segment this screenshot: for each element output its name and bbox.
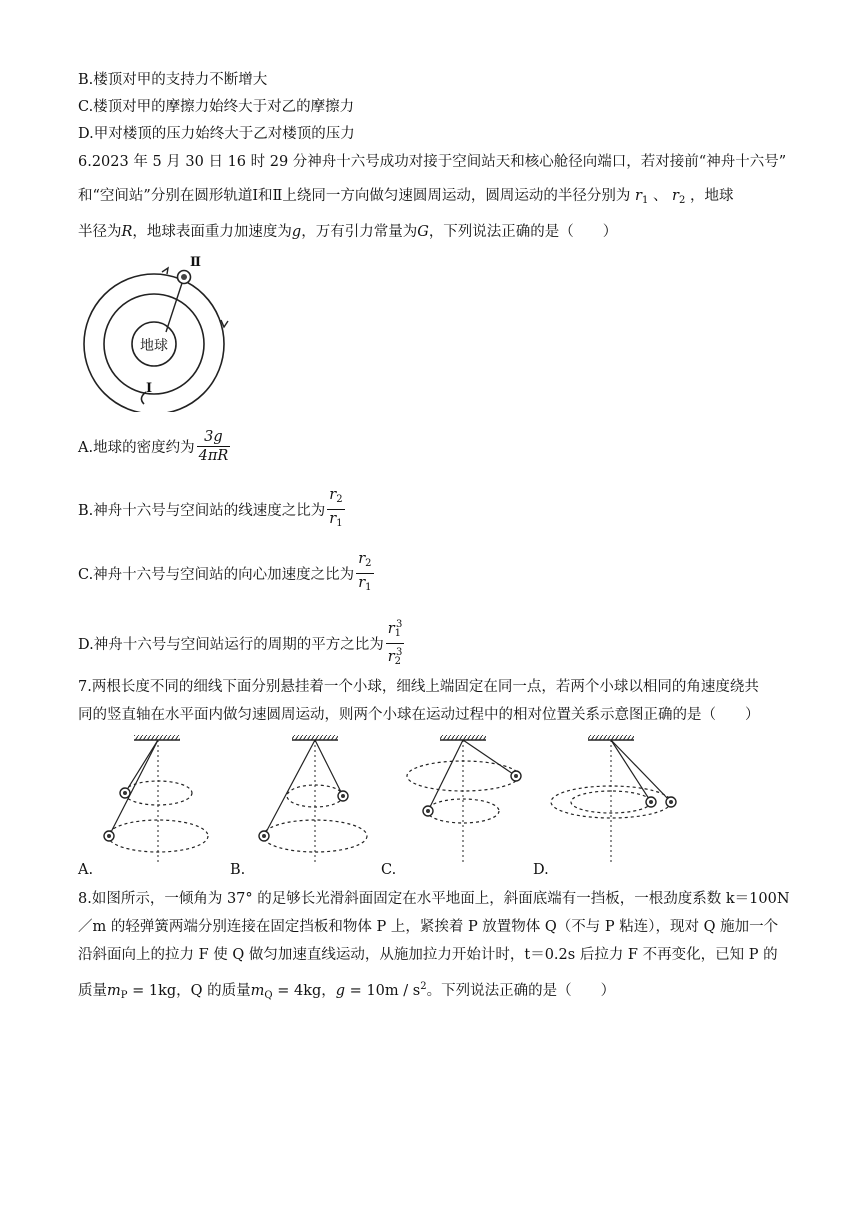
- q5-option-d: D.甲对楼顶的压力始终大于乙对楼顶的压力: [78, 126, 355, 142]
- q6-option-d: D.神舟十六号与空间站运行的周期的平方之比为 $\frac{r_1^3}{r_2^3}$: [78, 616, 404, 671]
- q7-stem-line2: 同的竖直轴在水平面内做匀速圆周运动，则两个小球在运动过程中的相对位置关系示意图正确的是（ ）: [78, 707, 760, 723]
- q8-stem-line2: ／m 的轻弹簧两端分别连接在固定挡板和物体 P 上，紧挨着 P 放置物体 Q（不与 P 粘连），现对 Q 施加一个: [78, 919, 779, 935]
- q6-option-b: B.神舟十六号与空间站的线速度之比为 $\frac{r_2}{r_1}$: [78, 487, 343, 529]
- figure-d: [551, 735, 676, 865]
- orbit-1-label: Ⅰ: [146, 381, 153, 396]
- figure-c: [407, 735, 521, 865]
- q8-stem-line4: 质量$m_P = 1kg$，Q 的质量$m_Q = 4kg$，$g = 10m / s^2$。下列说法正确的是（ ）: [78, 981, 616, 1001]
- earth-label: 地球: [140, 338, 168, 354]
- q6-stem-line3: 半径为R，地球表面重力加速度为g，万有引力常量为G，下列说法正确的是（ ）: [78, 224, 618, 240]
- orbit-diagram: [76, 252, 246, 412]
- orbit-2-label: Ⅱ: [190, 255, 201, 270]
- r2-symbol: r: [672, 188, 679, 204]
- q6-option-c: C.神舟十六号与空间站的向心加速度之比为 $\frac{r_2}{r_1}$: [78, 551, 372, 593]
- figure-a: [104, 735, 208, 865]
- q8-stem-line3: 沿斜面向上的拉力 F 使 Q 做匀加速直线运动，从施加拉力开始计时，t＝0.2s 后拉力 F 不再变化，已知 P 的: [78, 947, 778, 963]
- figure-a-label: A.: [78, 862, 94, 878]
- q6-stem-line2: 和“空间站”分别在圆形轨道Ⅰ和Ⅱ上绕同一方向做匀速圆周运动，圆周运动的半径分别为 $r_1$ 、 $r_2$ ，地球: [78, 188, 734, 206]
- pendulum-figures: [78, 730, 718, 880]
- q6-option-a: A.地球的密度约为 $\frac{3g}{4\pi R}$: [78, 429, 229, 464]
- figure-c-label: C.: [381, 862, 397, 878]
- q8-stem-line1: 8.如图所示，一倾角为 37° 的足够长光滑斜面固定在水平地面上，斜面底端有一挡板，一根劲度系数 k＝100N: [78, 891, 790, 907]
- figure-b: [259, 735, 367, 865]
- q5-option-b: B.楼顶对甲的支持力不断增大: [78, 72, 268, 88]
- q6-stem-line1: 6.2023 年 5 月 30 日 16 时 29 分神舟十六号成功对接于空间站天和核心舱径向端口，若对接前“神舟十六号”: [78, 154, 787, 170]
- figure-b-label: B.: [230, 862, 246, 878]
- q7-stem-line1: 7.两根长度不同的细线下面分别悬挂着一个小球，细线上端固定在同一点，若两个小球以相同的角速度绕共: [78, 679, 759, 695]
- figure-d-label: D.: [533, 862, 549, 878]
- q5-option-c: C.楼顶对甲的摩擦力始终大于对乙的摩擦力: [78, 99, 355, 115]
- r1-symbol: r: [635, 188, 642, 204]
